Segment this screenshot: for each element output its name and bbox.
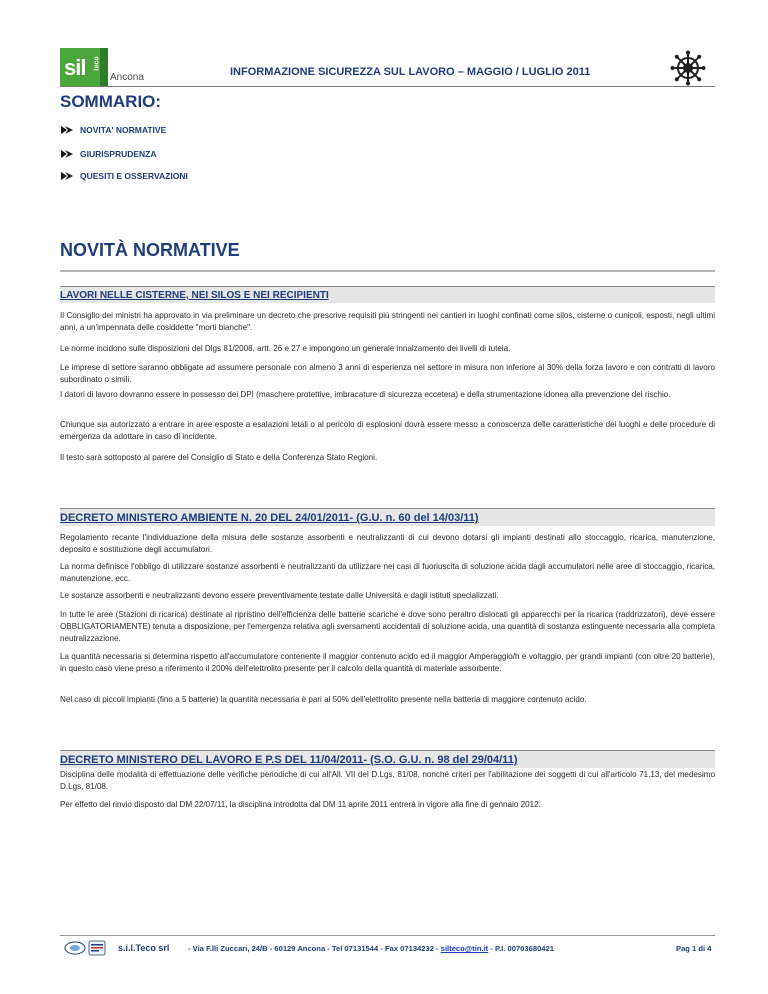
footer-address: - Via F.lli Zuccari, 24/B - 60129 Ancona - Tel 07131544 - Fax 07134232 -	[188, 944, 439, 953]
header-divider	[60, 86, 715, 87]
arrow-bullet-icon	[60, 149, 74, 159]
block-heading-decreto-ambiente	[60, 508, 715, 526]
logo-brand-text: sil	[64, 55, 86, 80]
footer-divider	[60, 935, 715, 936]
paragraph: Il Consiglio dei ministri ha approvato in via preliminare un decreto che prescrive requisiti più stringenti nei cantieri in luoghi confinati come silos, cisterne o cunicoli, esposti, negli ultimi anni, a un'impennata delle cosiddette "morti bianche".	[60, 311, 715, 333]
summary-item-giurisprudenza[interactable]	[60, 149, 157, 159]
paragraph: Disciplina delle modalità di effettuazione delle verifiche periodiche di cui all'All. VII del D.Lgs, 81/08, nonché criteri per l'abilitazione dei soggetti di cui all'articolo 71.13, del medesimo D.Lgs, 81/08.	[60, 770, 715, 792]
paragraph: I datori di lavoro dovranno essere in possesso dei DPI (maschere protettive, imbracature di sicurezza eccetera) e della strumentazione idonea alla prevenzione del rischio.	[60, 390, 671, 399]
header-title: INFORMAZIONE SICUREZZA SUL LAVORO – MAGGIO / LUGLIO 2011	[230, 66, 591, 78]
logo-side-strip	[93, 48, 108, 86]
paragraph: Il testo sarà sottoposto al parere del Consiglio di Stato e della Conferenza Stato Regioni.	[60, 453, 378, 462]
logo-city-text: Ancona	[110, 72, 144, 83]
summary-title: SOMMARIO:	[60, 92, 162, 111]
summary-item-quesiti[interactable]	[60, 171, 188, 181]
summary-item-label: NOVITA' NORMATIVE	[80, 125, 167, 135]
paragraph: La norma definisce l'obbligo di utilizzare sostanze assorbenti e neutralizzanti da utilizzare nei casi di fuoriuscita di soluzione acida dagli accumulatori nelle aree di stoccaggio, ricarica, manutenzione, ecc.	[60, 562, 715, 584]
page-number: Pag 1 di 4	[676, 944, 712, 953]
paragraph: Le norme incidono sulle disposizioni del Dlgs 81/2008, artt. 26 e 27 e impongono un generale innalzamento dei livelli di tutela.	[60, 344, 511, 353]
footer-contacts	[188, 944, 554, 953]
footer-email-link[interactable]: silteco@tin.it	[440, 944, 489, 953]
paragraph: Per effetto del rinvio disposto dal DM 22/07/11, la disciplina introdotta dal DM 11 aprile 2011 entrerà in vigore alla fine di gennaio 2012.	[60, 800, 541, 809]
block-heading-cisterne	[60, 286, 715, 303]
footer-vat: - P.I. 00703680421	[490, 944, 554, 953]
paragraph: In tutte le aree (Stazioni di ricarica) destinate al ripristino dell'efficienza delle batterie scariche e dove sono peraltro dislocati gli apparecchi per la ricarica (raddrizzatori), deve essere OBBLIGATORIAMENTE) tenuta a disposizione, per l'emergenza relativa agli sversamenti accidentali di soluzione acida, una quantità di sostanza estinguente necessaria alla completa neutralizzazione.	[60, 610, 715, 644]
helm-icon	[670, 50, 706, 86]
logo-sub-text: teco	[93, 56, 101, 71]
summary-item-novita[interactable]	[60, 125, 166, 135]
section-title: NOVITÀ NORMATIVE	[60, 240, 240, 260]
quality-seal-icon	[88, 940, 106, 956]
paragraph: Le imprese di settore saranno obbligate ad assumere personale con almeno 3 anni di esperienza nel settore in misura non inferiore al 30% della forza lavoro e con contratti di lavoro subordinato o simili.	[60, 363, 715, 385]
paragraph: La quantità necessaria si determina rispetto all'accumulatore contenente il maggior contenuto acido ed il maggior Amperaggio/h e voltaggio, per grandi impianti (con oltre 20 batterie), in questo caso viene preso a riferimento il 200% dell'elettrolito presente per il calcolo della quantità di materiale assorbente.	[60, 652, 715, 674]
section-divider	[60, 270, 715, 272]
block-heading-text: DECRETO MINISTERO DEL LAVORO E P.S DEL 11/04/2011- (S.O. G.U. n. 98 del 29/04/11)	[60, 754, 518, 766]
arrow-bullet-icon	[60, 125, 74, 135]
footer-company: s.i.l.Teco srl	[118, 943, 170, 953]
summary-item-label: GIURISPRUDENZA	[80, 149, 157, 159]
company-logo	[60, 48, 148, 86]
paragraph: Chiunque sia autorizzato a entrare in aree esposte a esalazioni letali o al pericolo di esplosioni dovrà essere messo a conoscenza delle caratteristiche dei luoghi e delle procedure di emergenza da adottare in caso di incidente.	[60, 420, 715, 442]
page-header	[60, 48, 715, 86]
block-heading-text: DECRETO MINISTERO AMBIENTE N. 20 DEL 24/01/2011- (G.U. n. 60 del 14/03/11)	[60, 512, 479, 524]
certification-logo-icon	[64, 941, 86, 955]
arrow-bullet-icon	[60, 171, 74, 181]
paragraph: Nel caso di piccoli impianti (fino a 5 batterie) la quantità necessaria è pari al 50% dell'elettrolito presente nella batteria di maggiore contenuto acido.	[60, 695, 587, 704]
block-heading-decreto-lavoro	[60, 750, 715, 768]
summary-item-label: QUESITI E OSSERVAZIONI	[80, 171, 188, 181]
paragraph: Le sostanze assorbenti e neutralizzanti devono essere preventivamente testate dalle Università e dagli istituti specializzati.	[60, 591, 499, 600]
paragraph: Regolamento recante l'individuazione della misura delle sostanze assorbenti e neutralizzanti di cui devono dotarsi gli impianti destinati allo stoccaggio, ricarica, manutenzione, deposito e sostituzione degli accumulatori.	[60, 533, 715, 555]
block-heading-text: LAVORI NELLE CISTERNE, NEI SILOS E NEI RECIPIENTI	[60, 290, 329, 301]
